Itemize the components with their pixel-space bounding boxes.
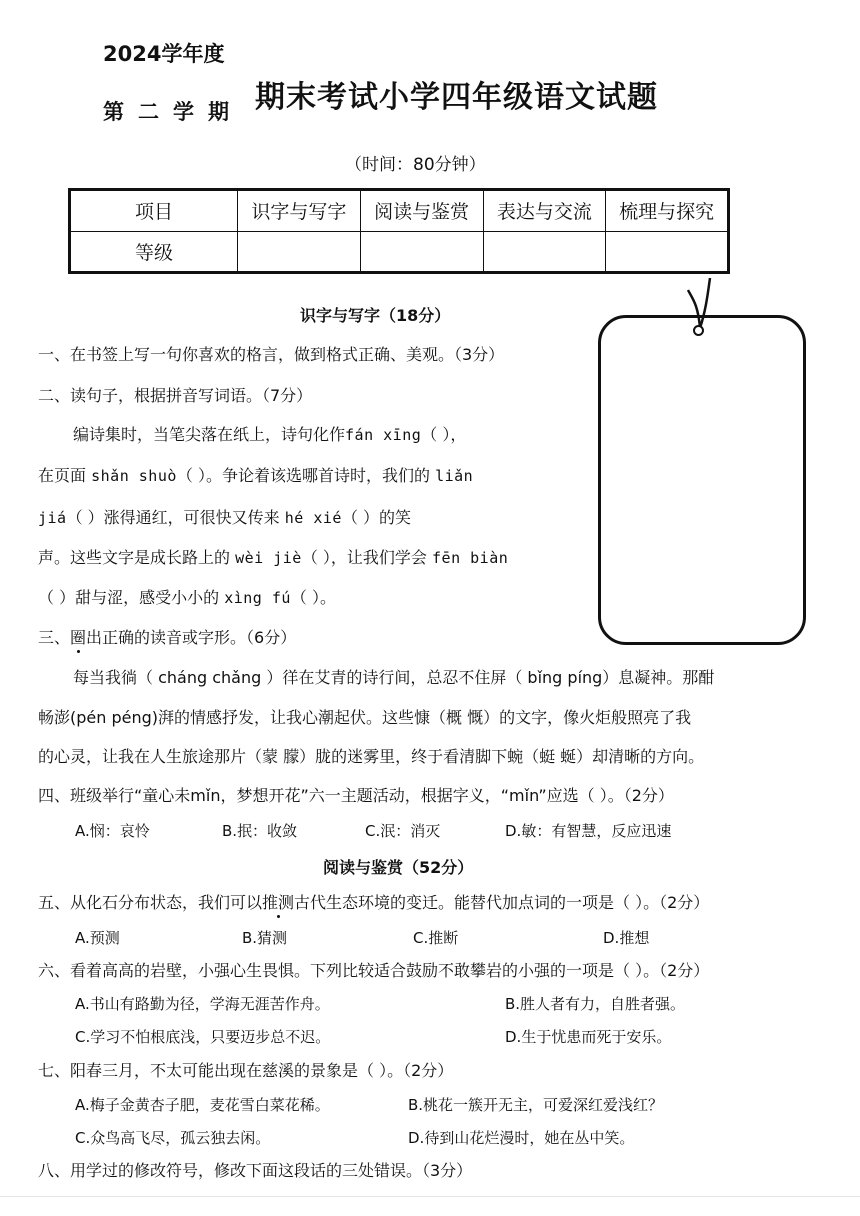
- section-title-reading: 阅读与鉴赏（52分）: [323, 858, 474, 877]
- grade-cell-input[interactable]: [238, 231, 361, 273]
- q6-option-c[interactable]: C.学习不怕根底浅，只要迈步总不迟。: [75, 1028, 331, 1046]
- q2-text: 声。这些文字是成长路上的: [38, 548, 231, 567]
- answer-blank[interactable]: （ ）涨得通红，可很快又传来: [66, 508, 280, 527]
- pinyin-shanshuo: shǎn shuò: [91, 467, 177, 485]
- q4-option-b[interactable]: B.抿：收敛: [222, 822, 298, 840]
- q2-text: 在页面: [38, 466, 87, 485]
- q2-line-4: [38, 545, 508, 568]
- dotted-word: 推测: [262, 893, 295, 912]
- grade-table-cell: 阅读与鉴赏: [360, 190, 483, 232]
- question-1: 一、在书签上写一句你喜欢的格言，做到格式正确、美观。（3分）: [38, 345, 505, 364]
- q3-line-3[interactable]: 的心灵，让我在人生旅途那片（蒙 朦）胧的迷雾里，终于看清脚下蜿（蜓 蜒）却清晰的方向。: [38, 747, 705, 766]
- question-4-title: 四、班级举行“童心未mǐn，梦想开花”六一主题活动，根据字义，“mǐn”应选（ ）。（2分）: [38, 786, 674, 805]
- q5-option-b[interactable]: B.猜测: [242, 929, 288, 947]
- pinyin-xingfu: xìng fú: [224, 589, 291, 607]
- exam-time: （时间：80分钟）: [345, 155, 486, 175]
- pinyin-fenbian: fēn biàn: [432, 549, 509, 567]
- semester: 第二学期: [103, 100, 243, 124]
- bookmark-writing-area[interactable]: [598, 315, 806, 645]
- q2-line-5: [38, 585, 336, 608]
- grade-table-grade-row: [70, 231, 729, 273]
- dotted-word: 圈: [70, 628, 87, 647]
- question-6-title: 六、看着高高的岩壁，小强心生畏惧。下列比较适合鼓励不敢攀岩的小强的一项是（ ）。（2分）: [38, 961, 710, 980]
- pinyin-hexie: hé xié: [284, 509, 342, 527]
- grade-table-cell: 等级: [70, 231, 238, 273]
- q5-text: 古代生态环境的变迁。能替代加点词的一项是（ ）。（2分）: [294, 893, 710, 912]
- q2-line-2: [38, 463, 473, 486]
- answer-blank[interactable]: （ ），: [421, 425, 467, 444]
- pinyin-jia: jiá: [38, 509, 67, 527]
- q5-text: 五、从化石分布状态，我们可以: [38, 893, 263, 912]
- answer-blank[interactable]: （ ）。: [290, 588, 336, 607]
- question-8-title: 八、用学过的修改符号，修改下面这段话的三处错误。（3分）: [38, 1161, 473, 1180]
- q5-option-c[interactable]: C.推断: [413, 929, 459, 947]
- pinyin-weijie: wèi jiè: [235, 549, 302, 567]
- q3-line-2[interactable]: 畅澎(pén péng)湃的情感抒发，让我心潮起伏。这些慷（概 慨）的文字，像火炬般照亮了我: [38, 708, 692, 727]
- q6-option-d[interactable]: D.生于忧患而死于安乐。: [505, 1028, 672, 1046]
- q6-option-a[interactable]: A.书山有路勤为径，学海无涯苦作舟。: [75, 995, 330, 1013]
- grade-cell-input[interactable]: [360, 231, 483, 273]
- answer-blank[interactable]: （ ）甜与涩，感受小小的: [38, 588, 220, 607]
- grade-table-cell: 梳理与探究: [606, 190, 729, 232]
- answer-blank[interactable]: （ ）。争论着该选哪首诗时，我们的: [176, 466, 430, 485]
- answer-blank[interactable]: （ ），让我们学会: [301, 548, 427, 567]
- grade-cell-input[interactable]: [483, 231, 606, 273]
- question-2-title: 二、读句子，根据拼音写词语。（7分）: [38, 386, 313, 405]
- q5-option-d[interactable]: D.推想: [603, 929, 650, 947]
- q4-option-d[interactable]: D.敏：有智慧，反应迅速: [505, 822, 672, 840]
- q3-text: 出正确的读音或字形。（6分）: [86, 628, 297, 647]
- q2-text: 编诗集时，当笔尖落在纸上，诗句化作: [73, 425, 346, 444]
- grade-table-header-row: [70, 190, 729, 232]
- answer-blank[interactable]: （ ）的笑: [341, 508, 412, 527]
- q3-number: 三、: [38, 628, 71, 647]
- q2-line-3: [38, 505, 411, 528]
- question-7-title: 七、阳春三月，不太可能出现在慈溪的景象是（ ）。（2分）: [38, 1061, 454, 1080]
- q7-option-a[interactable]: A.梅子金黄杏子肥，麦花雪白菜花稀。: [75, 1096, 330, 1114]
- grade-table-cell: 项目: [70, 190, 238, 232]
- exam-title: 期末考试小学四年级语文试题: [255, 80, 658, 115]
- pinyin-fanxing: fán xīng: [345, 426, 422, 444]
- q7-option-b[interactable]: B.桃花一簇开无主，可爱深红爱浅红？: [408, 1096, 664, 1114]
- grade-table-cell: 识字与写字: [238, 190, 361, 232]
- q2-line-1: [73, 422, 466, 445]
- question-3-title: [38, 625, 296, 648]
- pinyin-lian: liǎn: [435, 467, 474, 485]
- bookmark-hole-icon: [693, 325, 704, 336]
- grade-table: [68, 188, 730, 274]
- school-year: 2024学年度: [103, 42, 225, 66]
- q7-option-c[interactable]: C.众鸟高飞尽，孤云独去闲。: [75, 1129, 271, 1147]
- question-5-title: [38, 890, 709, 913]
- q4-option-c[interactable]: C.泯：消灭: [365, 822, 441, 840]
- grade-cell-input[interactable]: [606, 231, 729, 273]
- q7-option-d[interactable]: D.待到山花烂漫时，她在丛中笑。: [408, 1129, 635, 1147]
- grade-table-cell: 表达与交流: [483, 190, 606, 232]
- page-divider: [0, 1196, 860, 1197]
- section-title-literacy: 识字与写字（18分）: [300, 306, 451, 325]
- q3-line-1[interactable]: 每当我徜（ cháng chǎng ）徉在艾青的诗行间，总忍不住屏（ bǐng píng）息凝神。那酣: [73, 668, 715, 687]
- q6-option-b[interactable]: B.胜人者有力，自胜者强。: [505, 995, 686, 1013]
- q4-option-a[interactable]: A.悯：哀怜: [75, 822, 150, 840]
- q5-option-a[interactable]: A.预测: [75, 929, 120, 947]
